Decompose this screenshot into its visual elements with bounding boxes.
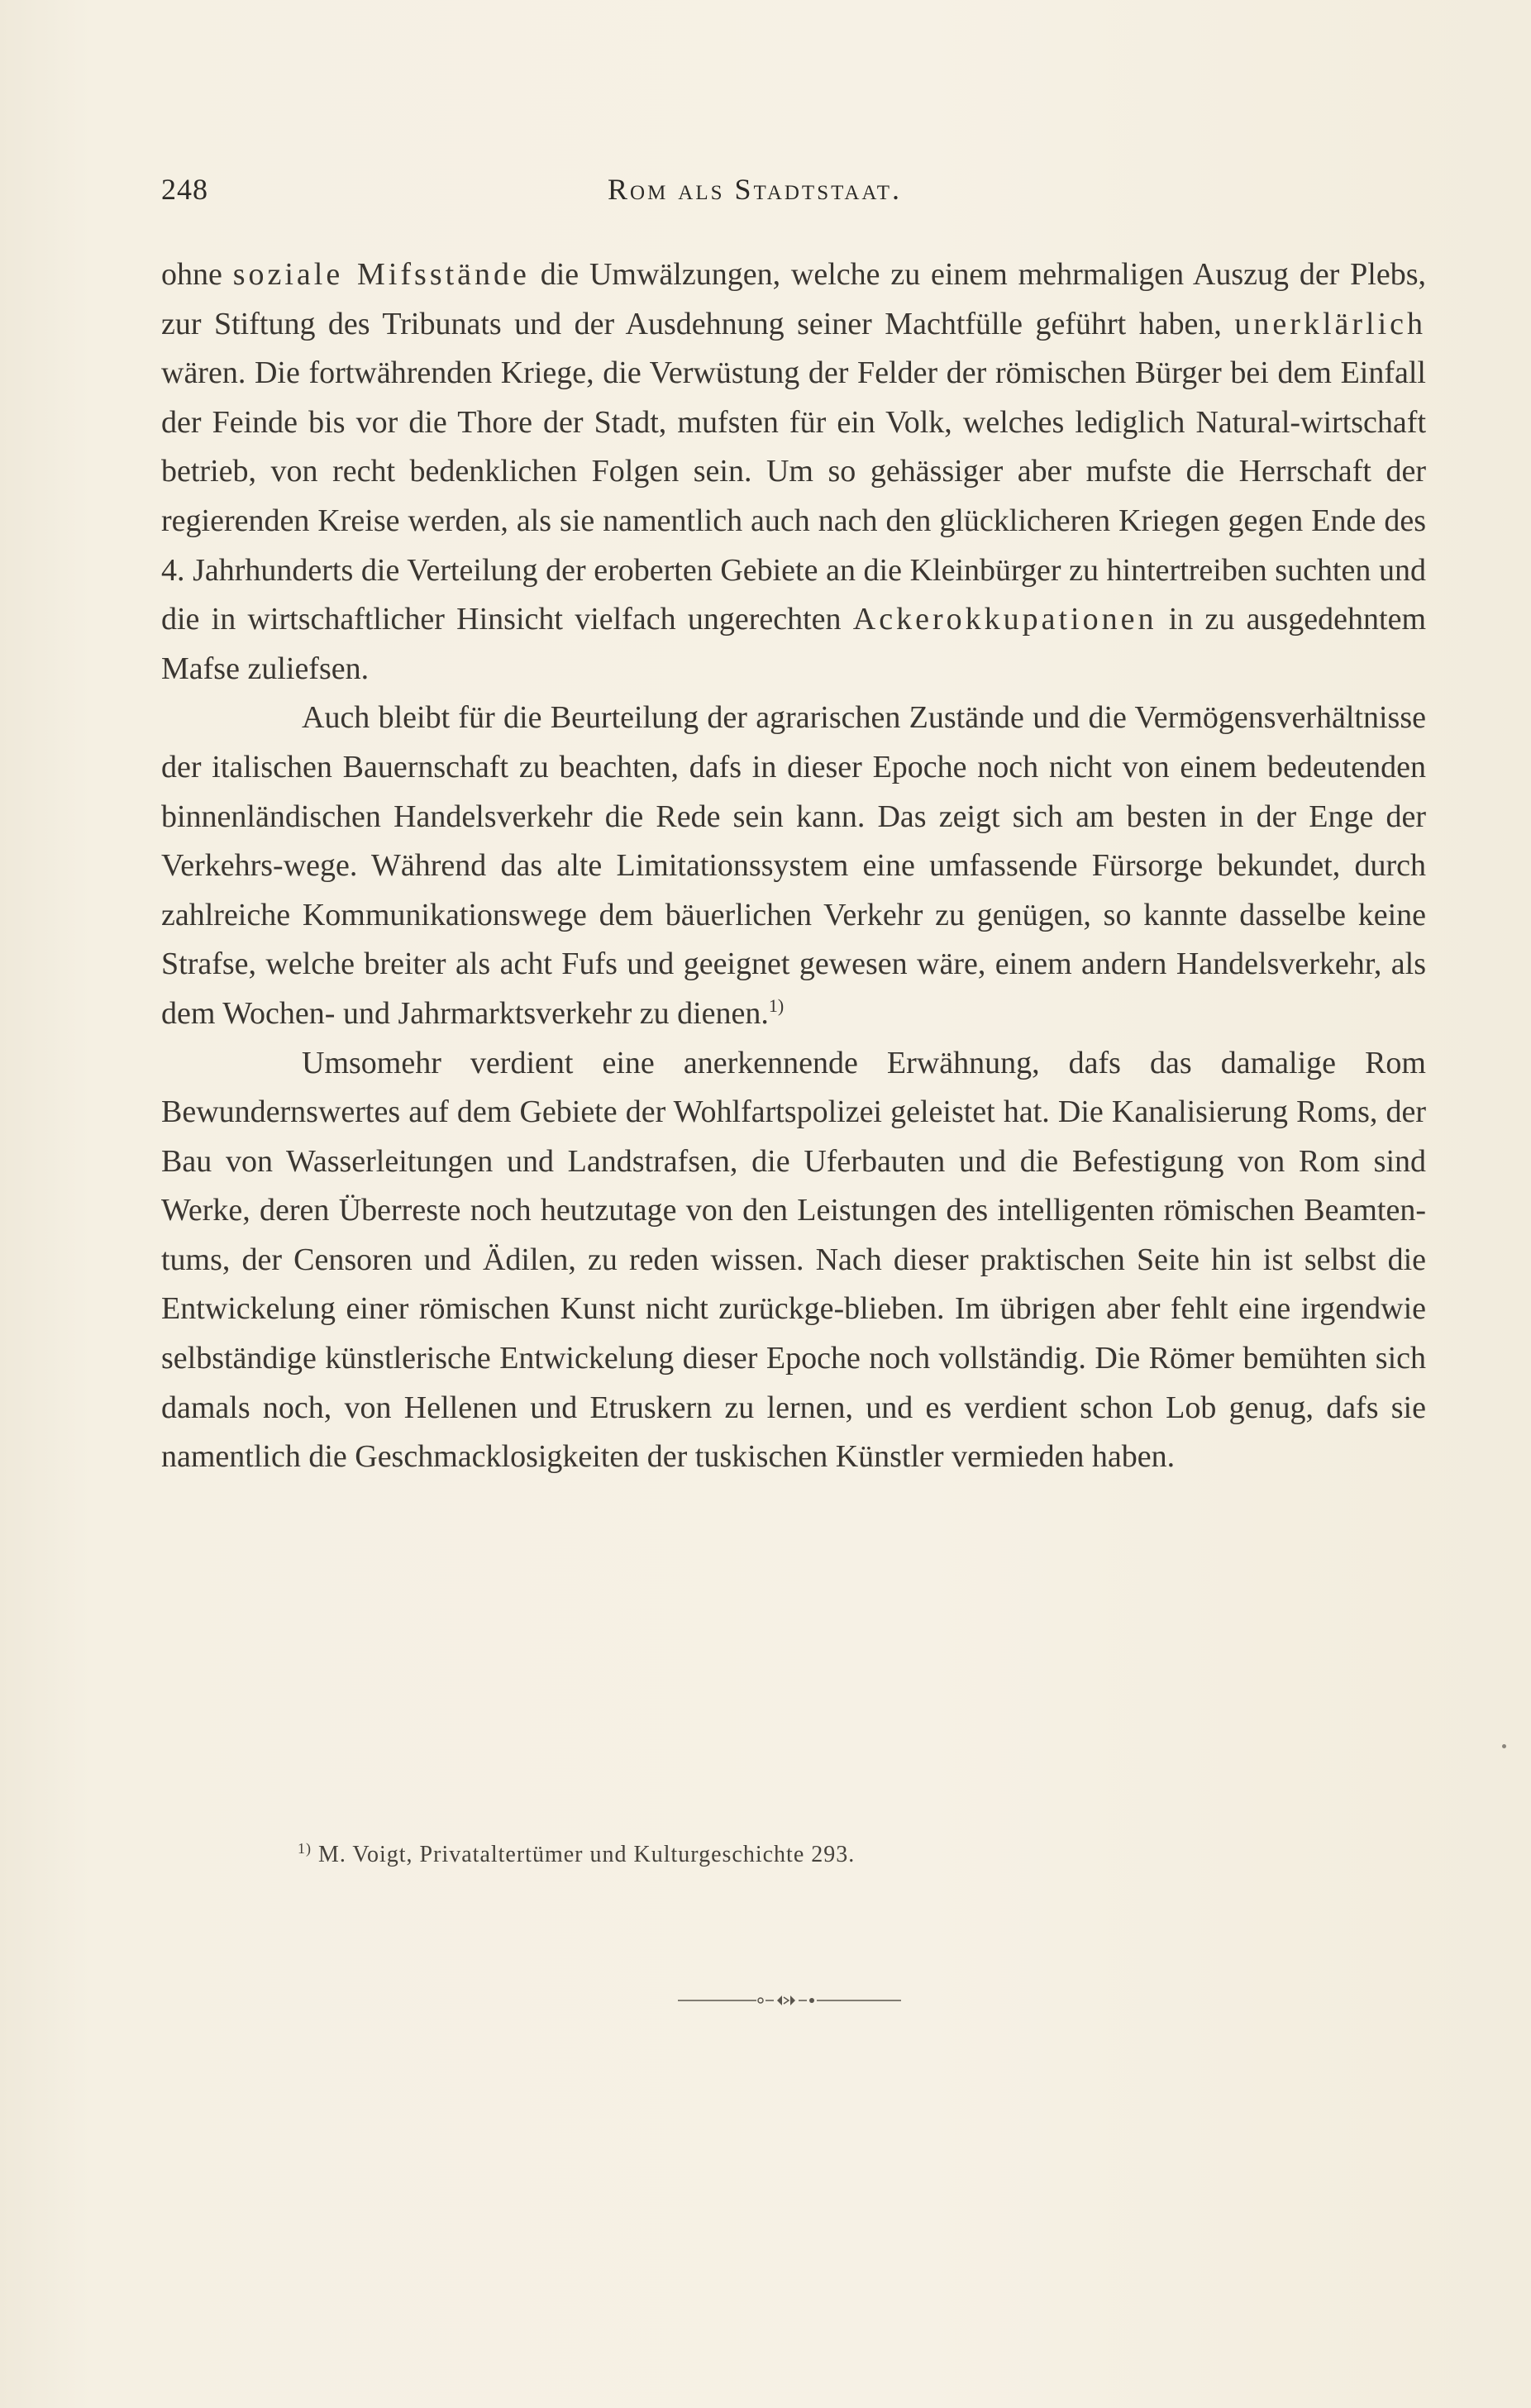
paragraph-3: [161, 1039, 1426, 1482]
text-span: wären. Die fortwährenden Kriege, die Verwüstung der Felder der römischen Bürger bei dem Einfall der Feinde bis vor die Thore der Stadt, mufsten für ein Volk, welches lediglich Natural-wirtschaft betrieb, von recht bedenklichen Folgen sein. Um so gehässiger aber mufste die Herrschaft der regierenden Kreise werden, als sie namentlich auch nach den glücklicheren Kriegen gegen Ende des 4. Jahrhunderts die Verteilung der eroberten Gebiete an die Kleinbürger zu hintertreiben suchten und die in wirtschaftlicher Hinsicht vielfach ungerechten: [161, 355, 1426, 637]
footnote-marker: 1): [298, 1840, 312, 1857]
text-span: Umsomehr verdient eine anerkennende Erwähnung, dafs das damalige Rom Bewundernswertes auf dem Gebiete der Wohlfartspolizei geleistet hat. Die Kanalisierung Roms, der Bau von Wasserleitungen und Landstrafsen, die Uferbauten und die Befestigung von Rom sind Werke, deren Überreste noch heutzutage von den Leistungen des intelligenten römischen Beamten-tums, der Censoren und Ädilen, zu reden wissen. Nach dieser praktischen Seite hin ist selbst die Entwickelung einer römischen Kunst nicht zurückge-blieben. Im übrigen aber fehlt eine irgendwie selbständige künstlerische Entwickelung dieser Epoche noch vollständig. Die Römer bemühten sich damals noch, von Hellenen und Etruskern zu lernen, und es verdient schon Lob genug, dafs sie namentlich die Geschmacklosigkeiten der tuskischen Künstler vermieden haben.: [161, 1045, 1426, 1475]
paragraph-1: [161, 250, 1426, 694]
footnote-reference[interactable]: 1): [768, 994, 785, 1016]
ornament-divider-icon: [678, 1992, 901, 2009]
emphasized-text: Ackerokkupationen: [852, 602, 1157, 637]
margin-dot: [1502, 1744, 1506, 1748]
text-span: Auch bleibt für die Beurteilung der agrarischen Zustände und die Vermögensverhältnisse der italischen Bauernschaft zu beachten, dafs in dieser Epoche noch nicht von einem bedeutenden binnenländischen Handelsverkehr die Rede sein kann. Das zeigt sich am besten in der Enge der Verkehrs-wege. Während das alte Limitationssystem eine umfassende Fürsorge bekundet, durch zahlreiche Kommunikationswege dem bäuerlichen Verkehr zu genügen, so kannte dasselbe keine Strafse, welche breiter als acht Fufs und geeignet gewesen wäre, einem andern Handelsverkehr, als dem Wochen- und Jahrmarktsverkehr zu dienen.: [161, 700, 1426, 1031]
page-number: 248: [161, 173, 208, 206]
footnote: [298, 1842, 1290, 1868]
text-span: ohne: [161, 257, 222, 292]
body-text: [161, 250, 1426, 1482]
text-span: in zu ausgedehntem Mafse zuliefsen.: [161, 602, 1427, 686]
page-header: [161, 172, 1434, 222]
paragraph-2: [161, 694, 1426, 1038]
emphasized-text: unerklärlich: [1234, 306, 1427, 341]
text-span: die Umwälzungen, welche zu einem mehrmaligen Auszug der Plebs, zur Stiftung des Tribunats und der Ausdehnung seiner Machtfülle geführt haben,: [161, 257, 1427, 341]
emphasized-text: soziale Mifsstände: [232, 257, 530, 292]
footnote-text: M. Voigt, Privataltertümer und Kulturgeschichte 293.: [318, 1842, 856, 1867]
running-head: Rom als Stadtstaat.: [608, 173, 902, 206]
